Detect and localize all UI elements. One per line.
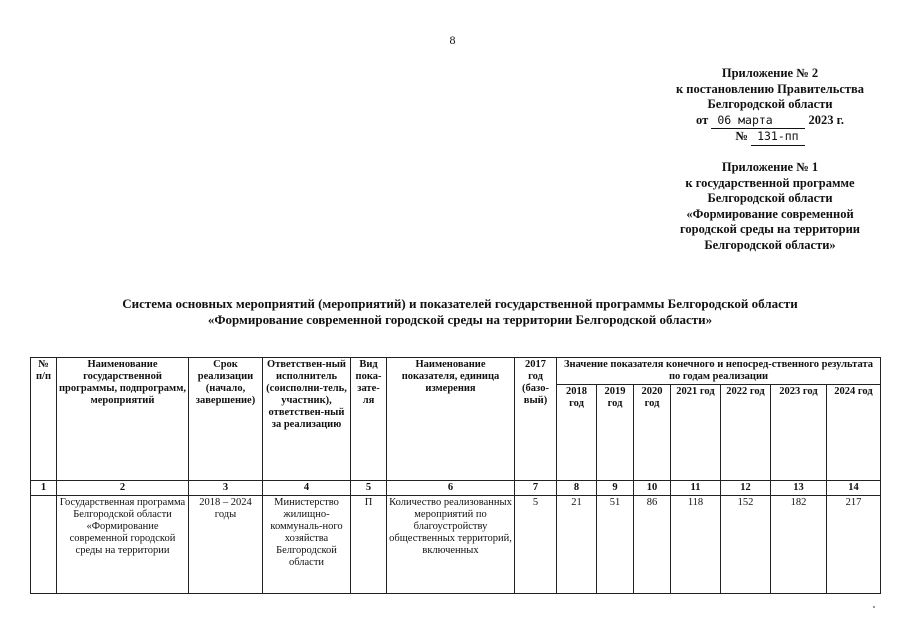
row-base-value: 5 — [515, 496, 557, 594]
appendix-2-number-line — [640, 129, 900, 146]
title-line-1: Система основных мероприятий (мероприятий) и показателей государственной программы Белгородской области — [122, 296, 798, 311]
column-numbers-row — [31, 481, 881, 496]
appendix-1-block — [640, 160, 900, 253]
header-year-2020: 2020 год — [634, 385, 671, 481]
table-header-row — [31, 358, 881, 385]
row-value-2020: 86 — [634, 496, 671, 594]
header-num: № п/п — [31, 358, 57, 481]
date-suffix: 2023 г. — [808, 112, 844, 127]
row-value-2022: 152 — [721, 496, 771, 594]
header-base-year: 2017 год (базо-вый) — [515, 358, 557, 481]
row-indicator-type: П — [351, 496, 387, 594]
header-year-2019: 2019 год — [597, 385, 634, 481]
column-number: 7 — [515, 481, 557, 496]
header-year-2021: 2021 год — [671, 385, 721, 481]
column-number: 11 — [671, 481, 721, 496]
appendix-2-block — [640, 66, 900, 146]
appendix-1-line2: к государственной программе — [685, 175, 855, 190]
column-number: 3 — [189, 481, 263, 496]
appendix-1-line6: Белгородской области» — [704, 237, 836, 252]
appendix-1-line5: городской среды на территории — [680, 222, 860, 236]
number-handwritten: 131-пп — [751, 129, 805, 146]
indicators-table — [30, 357, 881, 594]
title-line-2: «Формирование современной городской среды на территории Белгородской области» — [207, 312, 713, 327]
column-number: 14 — [827, 481, 881, 496]
row-value-2018: 21 — [557, 496, 597, 594]
row-num — [31, 496, 57, 594]
table-row — [31, 496, 881, 594]
header-period: Срок реализации (начало, завершение) — [189, 358, 263, 481]
appendix-1-line4: «Формирование современной — [686, 206, 854, 221]
appendix-1-title: Приложение № 1 — [721, 160, 819, 174]
row-value-2019: 51 — [597, 496, 634, 594]
row-indicator-name: Количество реализованных мероприятий по благоустройству общественных территорий, включенных — [387, 496, 515, 594]
column-number: 12 — [721, 481, 771, 496]
header-year-2018: 2018 год — [557, 385, 597, 481]
column-number: 4 — [263, 481, 351, 496]
column-number: 13 — [771, 481, 827, 496]
row-period: 2018 – 2024 годы — [189, 496, 263, 594]
appendix-2-date-line — [640, 113, 900, 130]
column-number: 6 — [387, 481, 515, 496]
date-handwritten: 06 марта — [711, 113, 805, 130]
header-year-2023: 2023 год — [771, 385, 827, 481]
scan-speck — [873, 606, 875, 608]
column-number: 9 — [597, 481, 634, 496]
header-name: Наименование государственной программы, подпрограмм, мероприятий — [57, 358, 189, 481]
appendix-2-title: Приложение № 2 — [721, 66, 819, 80]
column-number: 5 — [351, 481, 387, 496]
header-values-group: Значение показателя конечного и непосред-ственного результата по годам реализации — [557, 358, 881, 385]
column-number: 10 — [634, 481, 671, 496]
row-value-2024: 217 — [827, 496, 881, 594]
column-number: 1 — [31, 481, 57, 496]
document-title — [40, 296, 880, 328]
row-value-2021: 118 — [671, 496, 721, 594]
row-program-name: Государственная программа Белгородской области «Формирование современной городской среды на территории — [57, 496, 189, 594]
page-number: 8 — [449, 33, 456, 47]
row-responsible: Министерство жилищно-коммуналь-ного хозяйства Белгородской области — [263, 496, 351, 594]
column-number: 8 — [557, 481, 597, 496]
header-type: Вид пока-зате-ля — [351, 358, 387, 481]
appendix-2-line3: Белгородской области — [707, 97, 833, 111]
row-value-2023: 182 — [771, 496, 827, 594]
appendix-2-line2: к постановлению Правительства — [675, 81, 865, 96]
number-prefix: № — [735, 129, 748, 143]
header-year-2024: 2024 год — [827, 385, 881, 481]
header-year-2022: 2022 год — [721, 385, 771, 481]
appendix-1-line3: Белгородской области — [707, 191, 833, 205]
column-number: 2 — [57, 481, 189, 496]
header-responsible: Ответствен-ный исполнитель (соисполни-тель, участник), ответствен-ный за реализацию — [263, 358, 351, 481]
date-prefix: от — [695, 112, 709, 127]
header-indicator: Наименование показателя, единица измерения — [387, 358, 515, 481]
